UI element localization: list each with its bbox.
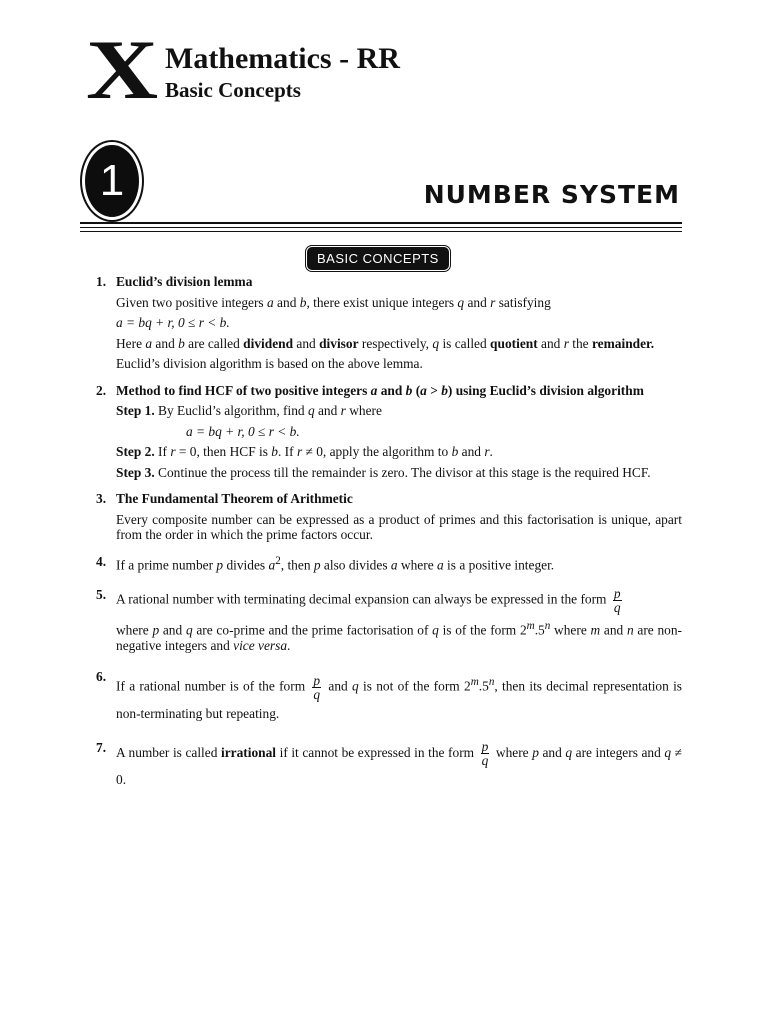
list-item (96, 554, 682, 578)
chapter-number: 1 (85, 145, 139, 217)
step-text: Step 2. If r = 0, then HCF is b. If r ≠ 0, apply the algorithm to b and r. (116, 444, 493, 459)
header-letter: X (86, 22, 155, 117)
item-text: A rational number with terminating decimal expansion can always be expressed in the form $\frac{p}{q}$ (116, 586, 621, 616)
item-number: 6. (96, 668, 107, 684)
item-number: 7. (96, 739, 107, 755)
item-heading: Euclid’s division lemma (116, 274, 253, 289)
item-number: 1. (96, 274, 107, 289)
item-text: Every composite number can be expressed as a product of primes and this factorisation is unique, apart from the order in which the prime factors occur. (116, 511, 682, 542)
item-number: 4. (96, 553, 107, 569)
step-text: Step 3. Continue the process till the remainder is zero. The divisor at this stage is the required HCF. (116, 464, 651, 480)
concept-list (96, 274, 682, 804)
list-item (96, 740, 682, 798)
equation: a = bq + r, 0 ≤ r < b. (116, 315, 230, 330)
section-badge: BASIC CONCEPTS (308, 248, 448, 269)
item-text: If a prime number p divides $a^2$, then p also divides a where a is a positive integer. (116, 554, 555, 572)
book-subtitle: Basic Concepts (165, 78, 301, 102)
fraction-p-over-q: $\frac{p}{q}$ (481, 739, 489, 769)
item-text: Here a and b are called dividend and divisor respectively, q is called quotient and r the remainder. (116, 335, 655, 351)
item-text: Euclid’s division algorithm is based on the above lemma. (116, 356, 423, 371)
item-number: 3. (96, 491, 107, 506)
header-rule (80, 227, 682, 228)
header-rule (80, 231, 682, 232)
step-text: Step 1. By Euclid’s algorithm, find q and r where (116, 403, 382, 418)
item-heading: Method to find HCF of two positive integers a and b (a > b) using Euclid’s division algorithm (116, 382, 644, 398)
list-item (96, 587, 682, 658)
list-item (96, 669, 682, 732)
list-item (96, 274, 682, 377)
item-number: 2. (96, 382, 107, 398)
item-text: Given two positive integers a and b, there exist unique integers q and r satisfying (116, 294, 551, 310)
item-text: A number is called irrational if it cannot be expressed in the form $\frac{p}{q}$ where p and q are integers and q ≠ 0. (116, 739, 683, 788)
list-item (96, 491, 682, 548)
list-item (96, 383, 682, 486)
item-text: If a rational number is of the form $\frac{p}{q}$ and q is not of the form 2$^m$.5$^n$, then its decimal representation is non-terminating but repeating. (116, 672, 683, 721)
item-heading: The Fundamental Theorem of Arithmetic (116, 491, 353, 506)
chapter-title: NUMBER SYSTEM (423, 180, 680, 209)
chapter-number-badge (80, 140, 144, 222)
equation: a = bq + r, 0 ≤ r < b. (186, 423, 300, 439)
item-text: where p and q are co-prime and the prime factorisation of q is of the form 2$^m$.5$^n$ where m and n are non-negative integers and vice versa. (116, 620, 683, 654)
fraction-p-over-q: $\frac{p}{q}$ (613, 586, 621, 616)
header-rule (80, 222, 682, 224)
book-title: Mathematics - RR (165, 42, 400, 75)
item-number: 5. (96, 587, 107, 603)
fraction-p-over-q: $\frac{p}{q}$ (313, 672, 321, 702)
